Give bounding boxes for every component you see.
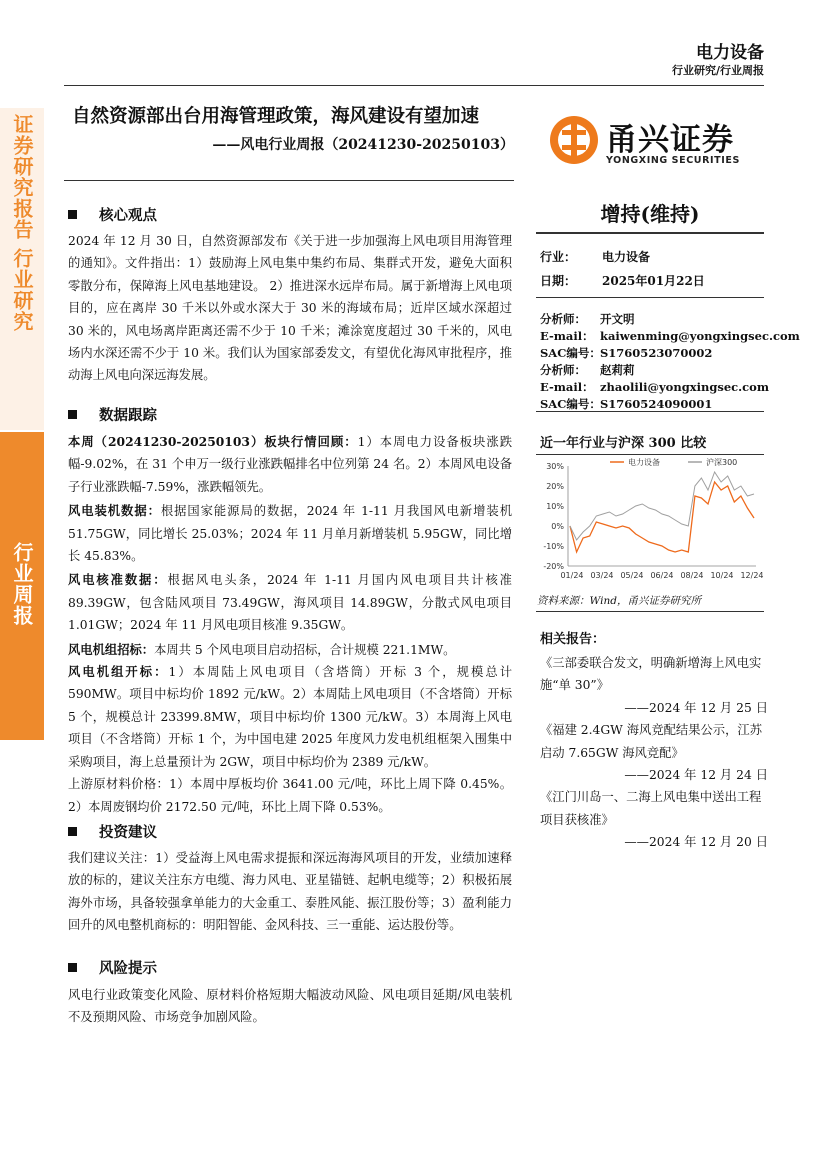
data-para-bid (68, 661, 512, 773)
y-tick-label: 30% (546, 462, 564, 471)
logo-en-text: YONGXING SECURITIES (606, 155, 740, 166)
header-divider (64, 85, 764, 86)
meta-industry-label: 行业： (540, 250, 577, 264)
section-heading-data-text: 数据跟踪 (99, 407, 157, 424)
data-para-approval (68, 569, 512, 636)
analyst-1-sac-value: S1760523070002 (600, 346, 713, 360)
x-tick-label: 01/24 (560, 571, 584, 580)
data-para-bid-text: 1）本周陆上风电项目（含塔筒）开标 3 个，规模总计 590MW。项目中标均价 1892 元/kW。2）本周陆上风电项目（不含塔筒）开标 5 个，规模总计 23399.8MW，项目中标均价 1300 元/kW。3）本周海上风电项目（不含塔筒）开标 1 个，为中国电建 2025 年度风力发电机组框架入围集中采购项目，海上总量预计为 2GW，项目中标均价为 2389 元/kW。 (68, 665, 512, 769)
data-paragraphs (68, 431, 512, 818)
x-tick-label: 12/24 (740, 571, 764, 580)
y-tick-label: -10% (543, 542, 564, 551)
x-tick-label: 08/24 (680, 571, 704, 580)
analyst-2-name (540, 362, 635, 378)
analyst-2-sac (540, 396, 712, 412)
data-para-approval-label: 风电核准数据： (68, 572, 168, 588)
related-heading: 相关报告： (540, 632, 606, 647)
data-para-tender (68, 639, 512, 661)
analyst-2-sac-value: S1760524090001 (600, 397, 713, 411)
y-tick-label: 0% (551, 522, 564, 531)
series-line-csi300 (570, 472, 754, 540)
chart-bottom-divider (536, 611, 764, 612)
bullet-square-icon (68, 963, 77, 972)
side-band-top (0, 108, 44, 430)
analyst-1-name-label: 分析师： (540, 312, 586, 326)
risk-paragraph: 风电行业政策变化风险、原材料价格短期大幅波动风险、风电项目延期/风电装机不及预期风险、市场竞争加剧风险。 (68, 988, 512, 1025)
report-subtitle: ——风电行业周报（20241230-20250103） (212, 137, 514, 153)
section-heading-risk-text: 风险提示 (99, 960, 157, 977)
analyst-1-email-label: E-mail： (540, 329, 594, 343)
series-line-power-equipment (570, 482, 754, 552)
analyst-2-email (540, 379, 769, 395)
y-tick-label: -20% (543, 562, 564, 571)
analyst-divider (536, 411, 764, 412)
data-para-bid-label: 风电机组开标： (68, 664, 169, 680)
meta-industry-value: 电力设备 (602, 250, 651, 264)
performance-chart (536, 456, 764, 588)
side-band-top-label: 证券研究报告 行业研究 (10, 114, 34, 332)
data-para-install (68, 500, 512, 567)
section-heading-invest (68, 821, 157, 842)
related-report-title[interactable]: 《三部委联合发文，明确新增海上风电实施“单 30”》 (540, 656, 762, 693)
bullet-square-icon (68, 410, 77, 419)
chart-title-divider (536, 454, 764, 455)
rating-divider (536, 232, 764, 234)
data-para-install-label: 风电装机数据： (68, 503, 161, 519)
header-industry: 电力设备 (696, 43, 764, 63)
x-tick-label: 05/24 (620, 571, 644, 580)
analyst-1-name (540, 311, 635, 327)
analyst-1-sac-label: SAC编号： (540, 346, 601, 360)
data-para-market (68, 431, 512, 498)
analyst-1-name-value: 开文明 (600, 312, 635, 326)
data-para-tender-label: 风电机组招标： (68, 641, 155, 657)
analyst-1-email (540, 328, 800, 344)
meta-date (540, 272, 705, 289)
analyst-1-sac (540, 345, 712, 361)
y-tick-label: 20% (546, 482, 564, 491)
x-tick-label: 03/24 (590, 571, 614, 580)
related-report-date: ——2024 年 12 月 25 日 (624, 700, 768, 715)
bullet-square-icon (68, 827, 77, 836)
data-para-approval-text: 根据风电头条，2024 年 1-11 月国内风电项目共计核准 89.39GW，包含陆风项目 73.49GW，海风项目 14.89GW，分散式风电项目 1.01GW；2024 年 11 月风电项目核准 9.35GW。 (68, 573, 512, 633)
side-band-bottom (0, 432, 44, 740)
section-heading-risk (68, 957, 157, 978)
data-para-market-label: 本周（20241230-20250103）板块行情回顾： (68, 434, 358, 449)
rating: 增持(维持) (600, 202, 700, 226)
logo-cn-text: 甬兴证券 (606, 122, 734, 158)
related-report-title[interactable]: 《江门川岛一、二海上风电集中送出工程项目获核准》 (540, 790, 762, 827)
meta-date-value: 2025年01月22日 (602, 274, 705, 288)
y-tick-label: 10% (546, 502, 564, 511)
legend-label: 电力设备 (628, 458, 660, 467)
meta-divider (536, 297, 764, 298)
chart-source: 资料来源：Wind，甬兴证券研究所 (537, 595, 701, 607)
data-para-install-text: 根据国家能源局的数据，2024 年 1-11 月我国风电新增装机 51.75GW，同比增长 25.03%；2024 年 11 月单月新增装机 5.95GW，同比增长 45.83%。 (68, 504, 512, 564)
data-para-market-text: 1）本周电力设备板块涨跌幅-9.02%，在 31 个申万一级行业涨跌幅排名中位列第 24 名。2）本周风电设备子行业涨跌幅-7.59%，涨跌幅领先。 (68, 435, 512, 494)
core-paragraph: 2024 年 12 月 30 日，自然资源部发布《关于进一步加强海上风电项目用海管理的通知》。文件指出：1）鼓励海上风电集中集约布局、集群式开发，避免大面积零散分布，保障海上风电基地建设。 2）推进深水远岸布局。属于新增海上风电项目的，应在离岸 30 千米以外或水深大于 30 米的海域布局；近岸区域水深超过 30 米的，风电场离岸距离还需不少于 10 千米；滩涂宽度超过 30 千米的，风电场内水深还需不少于 10 米。我们认为国家部委发文，有望优化海风审批程序，推动海上风电向深远海发展。 (68, 234, 512, 383)
bullet-square-icon (68, 210, 77, 219)
analyst-2-sac-label: SAC编号： (540, 397, 601, 411)
related-report-title[interactable]: 《福建 2.4GW 海风竞配结果公示，江苏启动 7.65GW 海风竞配》 (540, 723, 762, 760)
header-report-type: 行业研究/行业周报 (671, 64, 764, 77)
chart-title: 近一年行业与沪深 300 比较 (540, 436, 707, 451)
invest-paragraph: 我们建议关注：1）受益海上风电需求提振和深远海海风项目的开发，业绩加速释放的标的，建议关注东方电缆、海力风电、亚星锚链、起帆电缆等；2）积极拓展海外市场，具备较强拿单能力的大金重工、泰胜风能、振江股份等；3）盈利能力回升的风电整机商标的：明阳智能、金风科技、三一重能、运达股份等。 (68, 851, 512, 933)
data-para-materials: 上游原材料价格：1）本周中厚板均价 3641.00 元/吨，环比上周下降 0.45%。2）本周废钢均价 2172.50 元/吨，环比上周下降 0.53%。 (68, 777, 512, 814)
legend-label: 沪深300 (706, 458, 738, 467)
analyst-2-email-value[interactable]: zhaolili@yongxingsec.com (600, 380, 770, 394)
related-report-date: ——2024 年 12 月 20 日 (624, 835, 768, 850)
side-band-bottom-label: 行业周报 (10, 542, 34, 626)
section-heading-core-text: 核心观点 (99, 207, 157, 224)
report-title: 自然资源部出台用海管理政策，海风建设有望加速 (72, 106, 480, 127)
related-report-date: ——2024 年 12 月 24 日 (624, 768, 768, 783)
meta-date-label: 日期： (540, 274, 577, 288)
analyst-2-email-label: E-mail： (540, 380, 594, 394)
x-tick-label: 10/24 (710, 571, 734, 580)
title-divider (64, 180, 514, 181)
x-tick-label: 06/24 (650, 571, 674, 580)
meta-industry (540, 248, 650, 265)
section-heading-core (68, 204, 157, 225)
data-para-tender-text: 本周共 5 个风电项目启动招标，合计规模 221.1MW。 (154, 642, 456, 657)
section-heading-data (68, 404, 157, 425)
section-heading-invest-text: 投资建议 (99, 824, 157, 841)
related-reports-list (540, 652, 768, 854)
analyst-1-email-value[interactable]: kaiwenming@yongxingsec.com (600, 329, 800, 343)
analyst-2-name-value: 赵莉莉 (600, 363, 635, 377)
analyst-2-name-label: 分析师： (540, 363, 586, 377)
